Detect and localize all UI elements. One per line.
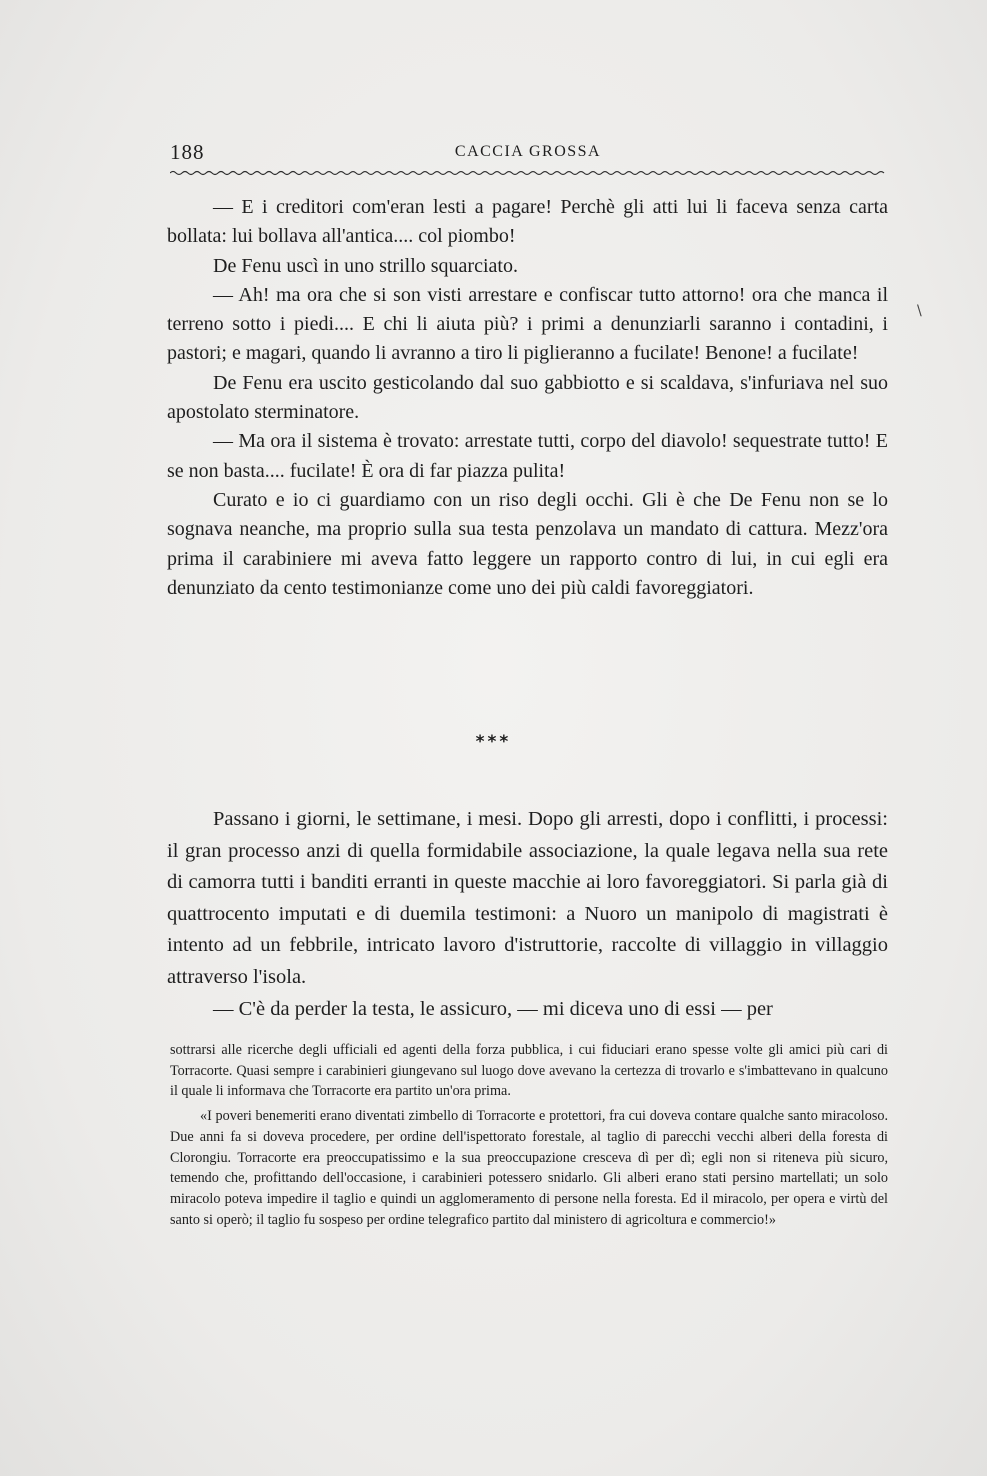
paragraph: De Fenu era uscito gesticolando dal suo gabbiotto e si scaldava, s'infuriava nel suo apostolato sterminatore. — [167, 371, 888, 424]
margin-mark-icon: \ — [917, 303, 922, 319]
page-number: 188 — [170, 140, 205, 164]
section-separator: *** — [475, 732, 512, 752]
footnote — [170, 1040, 888, 1230]
footnote-paragraph: «I poveri benemeriti erano diventati zimbello di Torracorte e protettori, fra cui doveva contare qualche santo miracoloso. Due anni fa si doveva procedere, per ordine dell'ispettorato forestale, al taglio di parecchi vecchi alberi della foresta di Clorongiu. Torracorte era preoccupatissimo e la sua preoccupazione cresceva dì per dì; egli non si riteneva più sicuro, temendo che, profittando dell'occasione, i carabinieri potessero snidarlo. Gli alberi erano stati persino martellati; un solo miracolo poteva impedire il taglio e quindi un agglomeramento di persone nella foresta. Ed il miracolo, per opera e virtù del santo si operò; il taglio fu sospeso per ordine telegrafico partito dal ministero di agricoltura e commercio!» — [170, 1108, 888, 1228]
paragraph: Curato e io ci guardiamo con un riso degli occhi. Gli è che De Fenu non se lo sognava neanche, ma proprio sulla sua testa penzolava un mandato di cattura. Mezz'ora prima il carabiniere mi aveva fatto leggere un rapporto contro di lui, in cui egli era denunziato da cento testimonianze come uno dei più caldi favoreggiatori. — [167, 488, 888, 599]
main-text-upper — [167, 193, 888, 603]
running-title: CACCIA GROSSA — [454, 143, 602, 160]
paragraph: Passano i giorni, le settimane, i mesi. Dopo gli arresti, dopo i conflitti, i processi: il gran processo anzi di quella formidabile associazione, la quale legava nella sua rete di camorra tutti i banditi erranti in queste macchie ai loro favoreggiatori. Si parla già di quattrocento imputati e di duemila testimoni: a Nuoro un manipolo di magistrati è intento ad un febbrile, intricato lavoro d'istruttorie, raccolte di villaggio in villaggio attraverso l'isola. — [167, 808, 888, 988]
paragraph: — E i creditori com'eran lesti a pagare! Perchè gli atti lui li faceva senza carta bollata: lui bollava all'antica.... col piombo! — [167, 196, 888, 248]
footnote-paragraph: sottrarsi alle ricerche degli ufficiali ed agenti della forza pubblica, i cui fiduciari erano spesse volte gli amici più cari di Torracorte. Quasi sempre i carabinieri giungevano sul luogo dove avevano la certezza di trovarlo e s'imbattevano in qualcuno il quale li informava che Torracorte era partito un'ora prima. — [170, 1042, 888, 1100]
wavy-rule — [170, 169, 886, 177]
paragraph: De Fenu uscì in uno strillo squarciato. — [213, 254, 518, 277]
paragraph: — C'è da perder la testa, le assicuro, — mi diceva uno di essi — per — [213, 997, 773, 1020]
paragraph: — Ma ora il sistema è trovato: arrestate tutti, corpo del diavolo! sequestrate tutto! E se non basta.... fucilate! È ora di far piazza pulita! — [167, 430, 888, 482]
paragraph: — Ah! ma ora che si son visti arrestare e confiscar tutto attorno! ora che manca il terreno sotto i piedi.... E chi li aiuta più? i primi a denunziarli saranno i contadini, i pastori; e magari, quando li avranno a tiro li piglieranno a fucilate! Benone! a fucilate! — [167, 283, 888, 365]
running-head — [170, 140, 886, 168]
main-text-lower — [167, 804, 888, 1025]
